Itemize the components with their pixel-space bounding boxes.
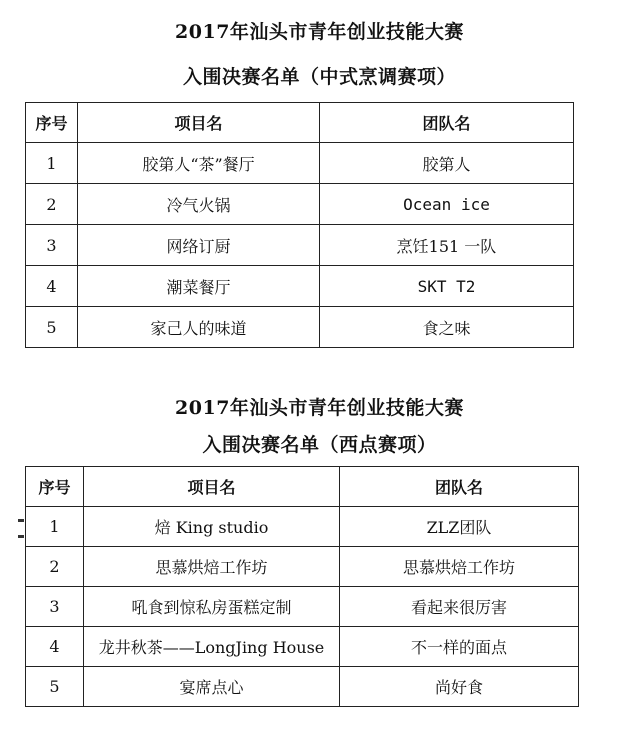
header-team: 团队名 — [320, 103, 574, 143]
header-team: 团队名 — [340, 467, 579, 507]
scan-mark — [18, 535, 24, 538]
cell-no: 2 — [26, 184, 78, 225]
cell-team: SKT T2 — [320, 266, 574, 307]
section1-title: 2017年汕头市青年创业技能大赛 — [175, 21, 464, 43]
cell-team: ZLZ团队 — [340, 507, 579, 547]
cell-project: 潮菜餐厅 — [78, 266, 320, 307]
cell-team: Ocean ice — [320, 184, 574, 225]
cell-no: 5 — [26, 307, 78, 348]
cell-no: 3 — [26, 587, 84, 627]
cell-no: 5 — [26, 667, 84, 707]
cell-project: 家己人的味道 — [78, 307, 320, 348]
cell-team: 思慕烘焙工作坊 — [340, 547, 579, 587]
section2-title: 2017年汕头市青年创业技能大赛 — [175, 397, 464, 419]
section2-table — [25, 466, 579, 707]
cell-project: 思慕烘焙工作坊 — [84, 547, 340, 587]
cell-no: 1 — [26, 143, 78, 184]
cell-team: 胶第人 — [320, 143, 574, 184]
cell-team: 看起来很厉害 — [340, 587, 579, 627]
table-row — [26, 307, 574, 348]
table-row — [26, 667, 579, 707]
table-row — [26, 184, 574, 225]
table-row — [26, 587, 579, 627]
cell-project: 冷气火锅 — [78, 184, 320, 225]
cell-no: 3 — [26, 225, 78, 266]
cell-project: 胶第人“茶”餐厅 — [78, 143, 320, 184]
cell-team: 不一样的面点 — [340, 627, 579, 667]
cell-team: 食之味 — [320, 307, 574, 348]
table-row — [26, 547, 579, 587]
cell-no: 4 — [26, 627, 84, 667]
cell-no: 2 — [26, 547, 84, 587]
header-no: 序号 — [26, 467, 84, 507]
cell-no: 1 — [26, 507, 84, 547]
cell-team: 烹饪151 一队 — [320, 225, 574, 266]
scan-mark — [18, 519, 24, 522]
table-row — [26, 627, 579, 667]
table-row — [26, 143, 574, 184]
section1-subtitle: 入围决赛名单（中式烹调赛项） — [182, 66, 456, 88]
section1-table — [25, 102, 574, 348]
cell-team: 尚好食 — [340, 667, 579, 707]
cell-project: 龙井秋茶——LongJing House — [84, 627, 340, 667]
header-project: 项目名 — [78, 103, 320, 143]
cell-project: 吼食到惊私房蛋糕定制 — [84, 587, 340, 627]
table-row — [26, 507, 579, 547]
cell-no: 4 — [26, 266, 78, 307]
table-row — [26, 266, 574, 307]
cell-project: 网络订厨 — [78, 225, 320, 266]
table-header-row — [26, 103, 574, 143]
section2-subtitle: 入围决赛名单（西点赛项） — [202, 434, 437, 456]
header-no: 序号 — [26, 103, 78, 143]
cell-project: 焙 King studio — [84, 507, 340, 547]
header-project: 项目名 — [84, 467, 340, 507]
table-header-row — [26, 467, 579, 507]
table-row — [26, 225, 574, 266]
cell-project: 宴席点心 — [84, 667, 340, 707]
